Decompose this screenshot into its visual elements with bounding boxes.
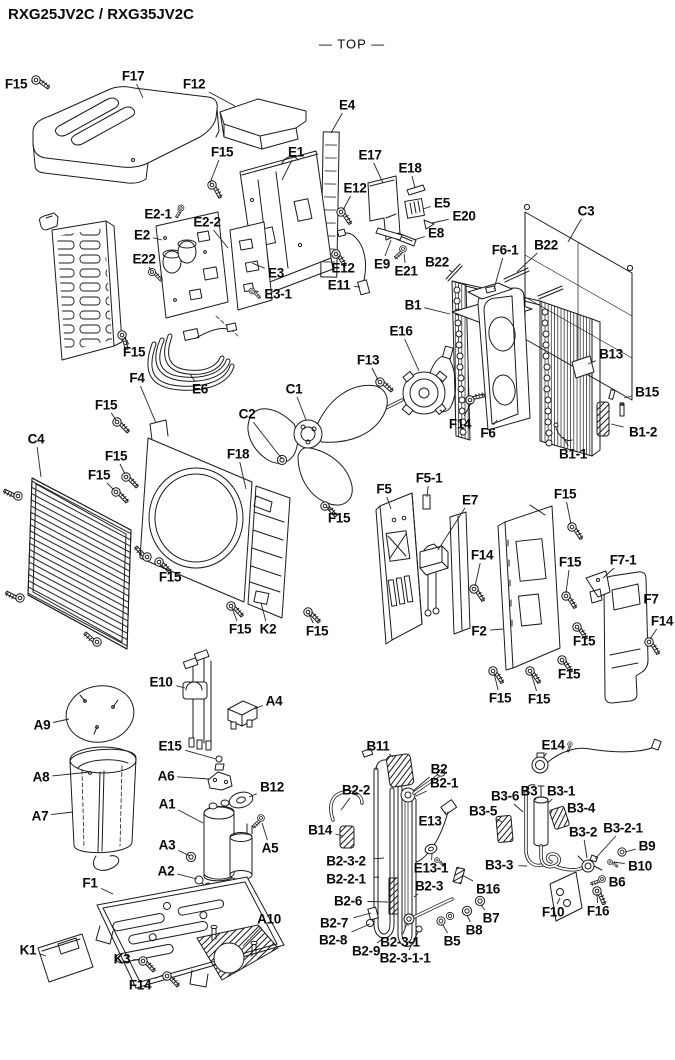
part-label-f15-62: F15: [488, 690, 512, 706]
part-label-k3-79: K3: [113, 951, 131, 967]
part-drawing-f2-panel: [498, 505, 560, 670]
part-label-b2-3-1-1-97: B2-3-1-1: [379, 950, 431, 966]
part-label-b22-22: B22: [425, 254, 449, 270]
part-drawing-e20-wedge: [424, 220, 434, 229]
part-drawing-f3-grille: [52, 221, 122, 360]
view-label: — TOP —: [318, 36, 386, 52]
part-label-a10-77: A10: [257, 911, 281, 927]
part-drawing-c4-grille: [28, 478, 131, 649]
part-label-b2-7-93: B2-7: [319, 915, 349, 931]
part-label-b8-99: B8: [465, 922, 483, 938]
part-drawing-e3-pcb: [230, 222, 272, 310]
part-drawing-a3-nut: [186, 852, 195, 861]
part-label-b12-70: B12: [260, 779, 284, 795]
part-label-b22-24: B22: [534, 237, 558, 253]
part-label-b3-5-105: B3-5: [468, 803, 498, 819]
part-label-b2-6-92: B2-6: [333, 893, 363, 909]
part-label-f14-80: F14: [128, 977, 152, 993]
part-label-f15-43: F15: [87, 467, 111, 483]
part-label-e11-19: E11: [327, 277, 351, 293]
part-label-b2-8-94: B2-8: [318, 932, 348, 948]
part-label-f15-37: F15: [122, 344, 146, 360]
part-drawing-e18-strip: [407, 185, 425, 195]
part-label-b1-1-36: B1-1: [558, 446, 588, 462]
part-label-b14-86: B14: [308, 822, 332, 838]
part-drawing-e7-thermostat: [420, 544, 448, 616]
part-label-f15-42: F15: [104, 448, 128, 464]
part-label-b3-1-104: B3-1: [546, 783, 576, 799]
part-label-b2-3-1-96: B2-3-1: [380, 934, 420, 950]
part-label-e6-39: E6: [192, 381, 208, 397]
part-label-f7-57: F7: [643, 591, 659, 607]
part-drawing-k1-manual: [38, 934, 93, 982]
part-label-b1-2-35: B1-2: [628, 424, 658, 440]
part-label-e12-8: E12: [343, 180, 367, 196]
part-label-e18-7: E18: [398, 160, 422, 176]
part-label-k2-48: K2: [259, 621, 277, 637]
part-label-b9-109: B9: [638, 838, 656, 854]
part-label-f13-28: F13: [356, 352, 380, 368]
part-label-b2-82: B2: [430, 761, 448, 777]
part-label-e22-15: E22: [132, 251, 156, 267]
part-label-a6-69: A6: [157, 768, 175, 784]
part-label-c3-25: C3: [577, 203, 595, 219]
part-label-b11-81: B11: [366, 738, 390, 754]
part-label-e2-14: E2: [134, 227, 150, 243]
part-drawing-e2-pcb: [156, 212, 238, 336]
part-label-a7-72: A7: [31, 808, 49, 824]
part-label-e8-11: E8: [428, 225, 444, 241]
part-label-b3-2-1-108: B3-2-1: [603, 820, 643, 836]
part-drawing-e14-sensor: [532, 739, 661, 773]
part-label-e9-20: E9: [374, 256, 390, 272]
part-drawing-f5-1-strip: [423, 495, 430, 509]
part-drawing-b11-muffler: [386, 753, 414, 787]
part-label-e13-85: E13: [418, 813, 442, 829]
part-label-f6-32: F6: [480, 425, 496, 441]
part-label-f15-40: F15: [94, 397, 118, 413]
part-label-b2-3-90: B2-3: [414, 878, 444, 894]
part-label-a9-66: A9: [33, 717, 51, 733]
part-label-e10-64: E10: [149, 674, 173, 690]
part-drawing-b2-6-insulation: [389, 878, 398, 914]
part-label-e5-9: E5: [434, 195, 450, 211]
part-drawing-b3-4-insulation: [549, 806, 569, 830]
part-label-b16-91: B16: [476, 881, 500, 897]
part-label-e3-16: E3: [268, 265, 284, 281]
part-label-a5-73: A5: [261, 840, 279, 856]
part-drawing-e15-clip: [215, 756, 224, 770]
part-drawing-c2-nut: [277, 455, 286, 464]
part-drawing-e5-terminal: [405, 199, 425, 219]
part-label-b2-9-95: B2-9: [351, 943, 381, 959]
part-drawing-c1-propeller: [248, 385, 387, 505]
part-label-b2-2-84: B2-2: [341, 782, 371, 798]
part-drawing-a6-bracket: [208, 772, 232, 790]
part-label-b10-110: B10: [628, 858, 652, 874]
part-label-b2-1-83: B2-1: [429, 775, 459, 791]
part-label-k1-78: K1: [19, 942, 37, 958]
part-label-f15-46: F15: [327, 510, 351, 526]
part-label-f15-4: F15: [210, 144, 234, 160]
part-drawing-e10-harness: [183, 650, 211, 750]
part-label-f15-0: F15: [4, 76, 28, 92]
part-label-e14-101: E14: [541, 737, 565, 753]
part-label-f5-50: F5: [376, 481, 392, 497]
part-label-f12-2: F12: [182, 76, 206, 92]
part-drawing-k2-plate: [254, 591, 269, 604]
part-label-b3-3-111: B3-3: [484, 857, 514, 873]
part-label-b1-26: B1: [404, 297, 422, 313]
part-label-f16-114: F16: [586, 903, 610, 919]
part-label-f15-49: F15: [305, 623, 329, 639]
part-label-a1-71: A1: [158, 796, 176, 812]
part-label-f14-58: F14: [650, 613, 674, 629]
part-label-c1-29: C1: [285, 381, 303, 397]
part-drawing-b2-piping: [331, 748, 485, 944]
part-drawing-b1-2-insulation: [597, 402, 609, 436]
page-title: RXG25JV2C / RXG35JV2C: [8, 6, 194, 23]
part-label-e4-3: E4: [339, 97, 355, 113]
part-drawing-f12-cover: [220, 99, 306, 149]
part-label-b13-33: B13: [599, 346, 623, 362]
part-label-b15-34: B15: [635, 384, 659, 400]
part-label-f15-47: F15: [228, 621, 252, 637]
part-drawing-f9-clip: [40, 213, 59, 230]
part-drawing-b12-grommet: [227, 790, 254, 811]
part-label-b6-112: B6: [608, 874, 626, 890]
part-label-a4-65: A4: [265, 693, 283, 709]
part-label-a2-75: A2: [157, 863, 175, 879]
part-label-f14-31: F14: [448, 416, 472, 432]
part-label-f15-53: F15: [553, 486, 577, 502]
part-drawing-f17-top-cover: [33, 87, 219, 183]
part-label-f15-55: F15: [558, 554, 582, 570]
part-label-f6-1-23: F6-1: [491, 242, 519, 258]
part-label-e2-2-13: E2-2: [193, 214, 221, 230]
part-drawing-b3-5-insulation: [496, 815, 513, 842]
part-label-e3-1-17: E3-1: [264, 286, 292, 302]
part-label-f10-113: F10: [541, 904, 565, 920]
part-drawing-a7-blanket-body: [70, 747, 136, 870]
part-label-a3-74: A3: [158, 837, 176, 853]
part-label-b2-3-2-87: B2-3-2: [326, 853, 366, 869]
part-label-f18-45: F18: [226, 446, 250, 462]
part-label-f14-54: F14: [470, 547, 494, 563]
part-label-e16-27: E16: [389, 323, 413, 339]
part-label-b3-6-102: B3-6: [490, 788, 520, 804]
part-label-b7-100: B7: [482, 910, 500, 926]
part-label-f15-60: F15: [572, 633, 596, 649]
part-label-f1-76: F1: [82, 875, 98, 891]
part-label-e7-52: E7: [462, 492, 478, 508]
part-drawing-f10-plate: [550, 872, 582, 921]
part-label-e13-1-88: E13-1: [413, 860, 449, 876]
part-label-f15-61: F15: [557, 666, 581, 682]
part-label-e1-5: E1: [288, 144, 304, 160]
part-label-b3-2-107: B3-2: [568, 824, 598, 840]
part-label-f15-44: F15: [158, 569, 182, 585]
part-label-f17-1: F17: [121, 68, 145, 84]
part-label-a8-68: A8: [32, 769, 50, 785]
part-drawing-b14-insulation: [340, 826, 354, 848]
part-label-f5-1-51: F5-1: [415, 470, 443, 486]
part-label-e2-1-12: E2-1: [144, 206, 172, 222]
part-label-e20-10: E20: [452, 208, 476, 224]
part-label-e21-21: E21: [394, 263, 418, 279]
part-label-f7-1-56: F7-1: [609, 552, 637, 568]
part-label-c4-41: C4: [27, 431, 45, 447]
part-drawing-a4-terminal-cover: [228, 701, 257, 729]
part-drawing-f7-pipe-cover: [604, 572, 648, 703]
part-drawing-a9-blanket-top: [62, 681, 139, 748]
part-label-e15-67: E15: [158, 738, 182, 754]
part-label-f15-63: F15: [527, 691, 551, 707]
part-label-b3-103: B3: [520, 783, 538, 799]
part-label-e12-18: E12: [331, 260, 355, 276]
part-drawing-e13-thermistor: [416, 800, 457, 862]
part-label-b3-4-106: B3-4: [566, 800, 596, 816]
part-label-e17-6: E17: [358, 147, 382, 163]
part-label-b2-2-1-89: B2-2-1: [326, 871, 366, 887]
part-label-c2-30: C2: [238, 406, 256, 422]
part-label-f2-59: F2: [471, 623, 487, 639]
part-label-b5-98: B5: [443, 933, 461, 949]
part-label-f4-38: F4: [129, 370, 145, 386]
